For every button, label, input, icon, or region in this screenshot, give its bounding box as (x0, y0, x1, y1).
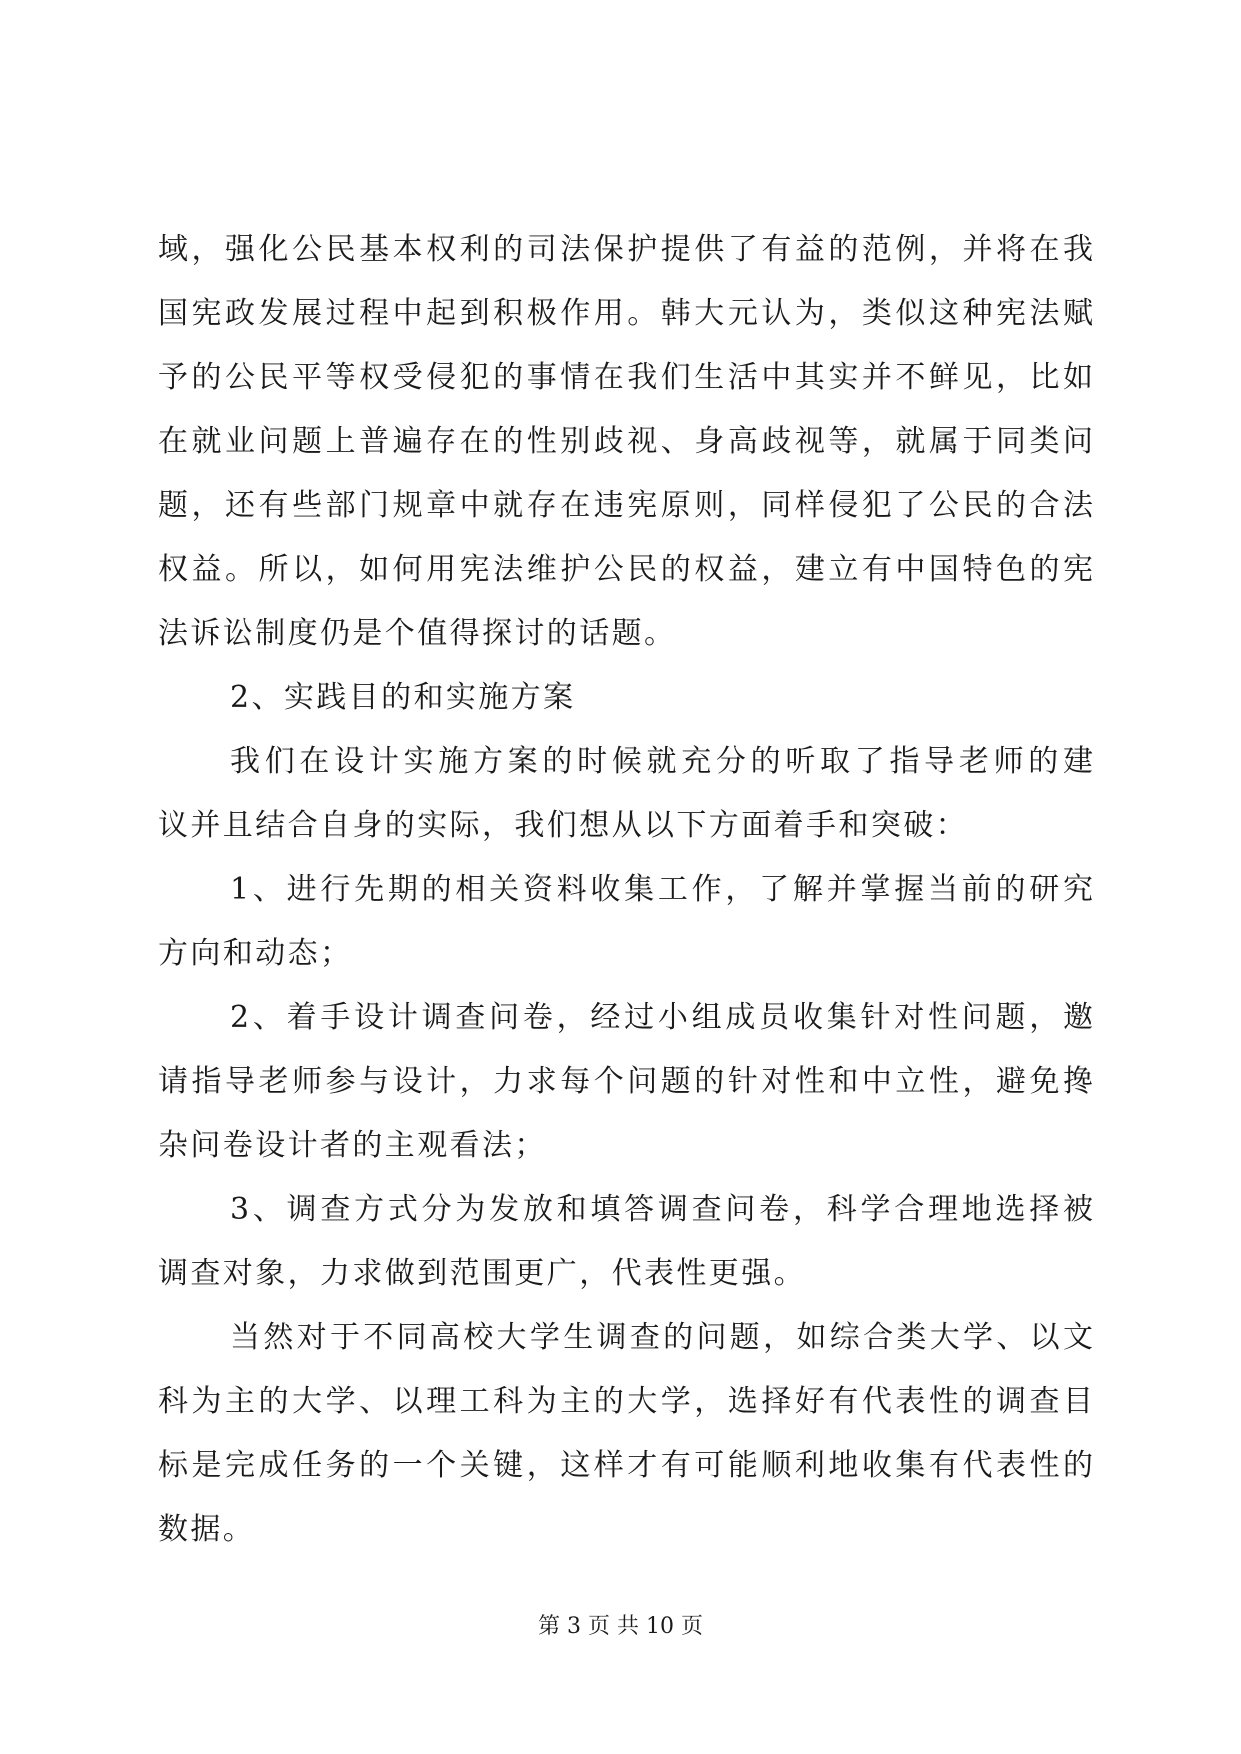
text-line: 数据。 (158, 1512, 256, 1547)
text-line: 1、进行先期的相关资料收集工作，了解并掌握当前的研究 (230, 872, 1093, 907)
text-line: 在就业问题上普遍存在的性别歧视、身高歧视等，就属于同类问 (158, 424, 1093, 459)
text-line: 我们在设计实施方案的时候就充分的听取了指导老师的建 (230, 744, 1093, 779)
text-line: 方向和动态； (158, 936, 353, 971)
text-line: 权益。所以，如何用宪法维护公民的权益，建立有中国特色的宪 (158, 552, 1093, 587)
text-line: 国宪政发展过程中起到积极作用。韩大元认为，类似这种宪法赋 (158, 296, 1093, 331)
body-text (158, 228, 1093, 1572)
text-line: 2、着手设计调查问卷，经过小组成员收集针对性问题，邀 (230, 1000, 1093, 1035)
text-line: 法诉讼制度仍是个值得探讨的话题。 (158, 616, 677, 651)
text-line: 请指导老师参与设计，力求每个问题的针对性和中立性，避免搀 (158, 1064, 1093, 1099)
text-line: 标是完成任务的一个关键，这样才有可能顺利地收集有代表性的 (158, 1448, 1093, 1483)
text-line: 议并且结合自身的实际，我们想从以下方面着手和突破： (158, 808, 968, 843)
text-line: 杂问卷设计者的主观看法； (158, 1128, 547, 1163)
text-line: 3、调查方式分为发放和填答调查问卷，科学合理地选择被 (230, 1192, 1093, 1227)
text-line: 域，强化公民基本权利的司法保护提供了有益的范例，并将在我 (158, 232, 1093, 267)
text-line: 调查对象，力求做到范围更广，代表性更强。 (158, 1256, 806, 1291)
section-heading: 2、实践目的和实施方案 (230, 680, 576, 715)
text-line: 科为主的大学、以理工科为主的大学，选择好有代表性的调查目 (158, 1384, 1093, 1419)
text-line: 当然对于不同高校大学生调查的问题，如综合类大学、以文 (230, 1320, 1093, 1355)
text-line: 予的公民平等权受侵犯的事情在我们生活中其实并不鲜见，比如 (158, 360, 1093, 395)
text-line: 题，还有些部门规章中就存在违宪原则，同样侵犯了公民的合法 (158, 488, 1093, 523)
page-number-footer: 第 3 页 共 10 页 (538, 1614, 703, 1639)
